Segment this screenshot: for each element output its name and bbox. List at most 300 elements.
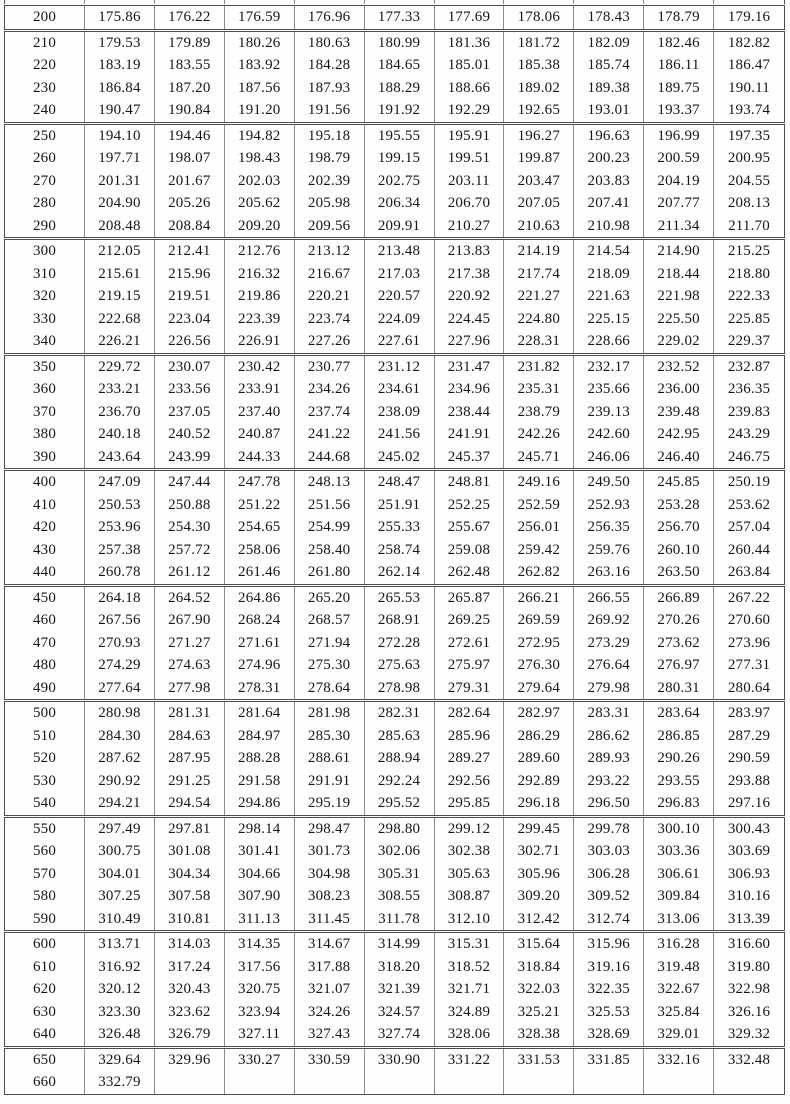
resistance-cell — [155, 1071, 225, 1094]
resistance-cell: 282.97 — [504, 702, 574, 725]
temperature-cell: 560 — [5, 840, 85, 863]
resistance-cell: 239.83 — [727, 403, 771, 420]
resistance-cell: 302.06 — [365, 840, 435, 863]
resistance-cell: 295.19 — [295, 792, 365, 815]
temperature-cell: 360 — [5, 378, 85, 401]
resistance-cell: 266.89 — [644, 587, 714, 610]
resistance-cell: 257.72 — [155, 539, 225, 562]
temperature-cell: 370 — [5, 401, 85, 424]
resistance-cell: 295.52 — [365, 792, 435, 815]
resistance-cell: 212.05 — [85, 240, 155, 263]
resistance-cell: 263.84 — [727, 564, 771, 580]
resistance-cell: 225.85 — [727, 310, 771, 327]
resistance-cell: 209.56 — [295, 215, 365, 238]
temperature-cell: 390 — [5, 446, 85, 469]
resistance-cell: 276.30 — [504, 654, 574, 677]
resistance-cell: 230.77 — [295, 356, 365, 379]
resistance-cell: 261.12 — [155, 561, 225, 584]
resistance-cell: 294.86 — [225, 792, 295, 815]
resistance-cell: 232.17 — [574, 356, 644, 379]
table-row — [5, 654, 784, 677]
resistance-cell: 220.21 — [295, 285, 365, 308]
resistance-cell: 264.52 — [155, 587, 225, 610]
resistance-cell: 317.88 — [295, 956, 365, 979]
temperature-cell: 660 — [5, 1071, 85, 1094]
resistance-cell: 247.09 — [85, 471, 155, 494]
resistance-cell: 205.98 — [295, 192, 365, 215]
table-row — [5, 885, 784, 908]
resistance-cell: 316.28 — [644, 933, 714, 956]
cut-off-cell — [155, 0, 225, 4]
temperature-cell: 590 — [5, 908, 85, 931]
resistance-cell: 181.36 — [435, 32, 505, 55]
resistance-cell: 322.67 — [644, 978, 714, 1001]
resistance-cell: 282.31 — [365, 702, 435, 725]
resistance-cell: 289.93 — [574, 747, 644, 770]
resistance-cell: 263.16 — [574, 561, 644, 584]
table-group — [4, 5, 785, 30]
resistance-cell: 193.37 — [644, 99, 714, 122]
resistance-cell: 272.95 — [504, 632, 574, 655]
table-row — [5, 677, 784, 700]
resistance-cell: 270.93 — [85, 632, 155, 655]
table-row — [5, 263, 784, 286]
resistance-cell: 215.25 — [727, 243, 771, 259]
table-group — [4, 586, 785, 701]
resistance-cell: 180.26 — [225, 32, 295, 55]
resistance-cell: 177.69 — [435, 6, 505, 29]
table-row — [5, 330, 784, 353]
resistance-cell: 332.79 — [85, 1071, 155, 1094]
resistance-cell: 243.29 — [727, 426, 771, 442]
resistance-cell: 324.57 — [365, 1001, 435, 1024]
resistance-cell: 277.31 — [727, 657, 771, 673]
cut-off-row-remnant — [4, 0, 785, 4]
cut-off-cell — [714, 0, 784, 4]
resistance-cell: 223.39 — [225, 308, 295, 331]
resistance-cell: 224.45 — [435, 308, 505, 331]
resistance-cell: 287.95 — [155, 747, 225, 770]
temperature-cell: 200 — [5, 6, 85, 29]
resistance-cell: 206.34 — [365, 192, 435, 215]
resistance-cell: 286.29 — [504, 725, 574, 748]
resistance-cell: 242.60 — [574, 423, 644, 446]
resistance-cell: 219.51 — [155, 285, 225, 308]
resistance-cell: 220.92 — [435, 285, 505, 308]
resistance-cell: 266.55 — [574, 587, 644, 610]
resistance-cell: 203.47 — [504, 170, 574, 193]
resistance-cell: 279.98 — [574, 677, 644, 700]
resistance-cell: 208.84 — [155, 215, 225, 238]
resistance-cell: 225.15 — [574, 308, 644, 331]
table-row — [5, 494, 784, 517]
temperature-cell: 250 — [5, 125, 85, 148]
resistance-cell: 222.68 — [85, 308, 155, 331]
resistance-cell: 183.92 — [225, 54, 295, 77]
resistance-cell: 320.12 — [85, 978, 155, 1001]
resistance-cell: 326.48 — [85, 1023, 155, 1046]
resistance-cell: 186.47 — [727, 57, 771, 73]
resistance-cell: 297.81 — [155, 818, 225, 841]
resistance-cell: 185.38 — [504, 54, 574, 77]
resistance-cell: 182.82 — [727, 34, 771, 51]
resistance-cell: 264.86 — [225, 587, 295, 610]
table-row — [5, 792, 784, 815]
resistance-cell: 281.98 — [295, 702, 365, 725]
resistance-cell: 288.61 — [295, 747, 365, 770]
resistance-cell: 304.98 — [295, 863, 365, 886]
temperature-cell: 550 — [5, 818, 85, 841]
resistance-cell: 213.12 — [295, 240, 365, 263]
temperature-cell: 620 — [5, 978, 85, 1001]
resistance-cell: 280.98 — [85, 702, 155, 725]
resistance-cell: 257.38 — [85, 539, 155, 562]
resistance-cell: 301.41 — [225, 840, 295, 863]
resistance-cell: 283.64 — [644, 702, 714, 725]
resistance-cell: 274.63 — [155, 654, 225, 677]
temperature-cell: 400 — [5, 471, 85, 494]
resistance-cell: 289.27 — [435, 747, 505, 770]
resistance-cell: 251.91 — [365, 494, 435, 517]
resistance-cell: 306.28 — [574, 863, 644, 886]
resistance-cell: 248.13 — [295, 471, 365, 494]
resistance-cell: 193.74 — [727, 102, 771, 118]
resistance-cell: 194.10 — [85, 125, 155, 148]
resistance-cell: 291.58 — [225, 770, 295, 793]
resistance-cell: 298.14 — [225, 818, 295, 841]
resistance-cell: 238.09 — [365, 401, 435, 424]
resistance-cell: 236.35 — [727, 381, 771, 397]
resistance-cell: 284.63 — [155, 725, 225, 748]
resistance-cell: 202.75 — [365, 170, 435, 193]
resistance-cell: 275.30 — [295, 654, 365, 677]
resistance-cell: 316.92 — [85, 956, 155, 979]
resistance-cell: 224.80 — [504, 308, 574, 331]
resistance-cell: 217.38 — [435, 263, 505, 286]
resistance-cell: 295.85 — [435, 792, 505, 815]
resistance-cell: 292.24 — [365, 770, 435, 793]
cut-off-cell — [574, 0, 644, 4]
resistance-cell: 287.62 — [85, 747, 155, 770]
resistance-cell: 183.19 — [85, 54, 155, 77]
temperature-cell: 220 — [5, 54, 85, 77]
resistance-cell: 197.35 — [727, 127, 771, 144]
resistance-cell — [574, 1071, 644, 1094]
resistance-cell: 235.66 — [574, 378, 644, 401]
resistance-cell: 332.48 — [727, 1051, 771, 1068]
resistance-cell: 210.27 — [435, 215, 505, 238]
resistance-cell: 217.74 — [504, 263, 574, 286]
resistance-cell: 252.93 — [574, 494, 644, 517]
temperature-cell: 420 — [5, 516, 85, 539]
table-row — [5, 240, 784, 263]
resistance-cell: 308.55 — [365, 885, 435, 908]
resistance-cell: 253.96 — [85, 516, 155, 539]
resistance-cell: 260.44 — [727, 541, 771, 558]
resistance-cell: 241.22 — [295, 423, 365, 446]
temperature-cell: 270 — [5, 170, 85, 193]
table-row — [5, 125, 784, 148]
resistance-table — [4, 5, 785, 1095]
resistance-cell: 307.90 — [225, 885, 295, 908]
resistance-cell: 175.86 — [85, 6, 155, 29]
resistance-cell: 305.96 — [504, 863, 574, 886]
resistance-cell: 304.34 — [155, 863, 225, 886]
resistance-cell: 271.27 — [155, 632, 225, 655]
resistance-cell: 216.67 — [295, 263, 365, 286]
temperature-cell: 630 — [5, 1001, 85, 1024]
resistance-cell: 310.16 — [727, 888, 771, 904]
table-group — [4, 124, 785, 239]
resistance-cell: 177.33 — [365, 6, 435, 29]
resistance-cell: 280.64 — [727, 679, 771, 696]
resistance-cell: 229.37 — [727, 333, 771, 349]
resistance-cell: 275.97 — [435, 654, 505, 677]
resistance-cell: 228.66 — [574, 330, 644, 353]
resistance-cell: 231.82 — [504, 356, 574, 379]
resistance-cell: 260.78 — [85, 561, 155, 584]
resistance-cell: 226.56 — [155, 330, 225, 353]
resistance-cell: 204.19 — [644, 170, 714, 193]
temperature-cell: 600 — [5, 933, 85, 956]
temperature-cell: 300 — [5, 240, 85, 263]
resistance-cell: 305.63 — [435, 863, 505, 886]
resistance-cell: 191.92 — [365, 99, 435, 122]
resistance-cell: 213.48 — [365, 240, 435, 263]
resistance-cell: 320.75 — [225, 978, 295, 1001]
table-row — [5, 147, 784, 170]
resistance-cell: 309.84 — [644, 885, 714, 908]
resistance-cell: 327.11 — [225, 1023, 295, 1046]
resistance-cell: 331.53 — [504, 1049, 574, 1072]
resistance-cell: 196.63 — [574, 125, 644, 148]
resistance-cell: 258.40 — [295, 539, 365, 562]
resistance-cell: 179.53 — [85, 32, 155, 55]
temperature-cell: 310 — [5, 263, 85, 286]
table-row — [5, 356, 784, 379]
resistance-cell — [644, 1071, 714, 1094]
resistance-cell: 186.11 — [644, 54, 714, 77]
resistance-cell: 322.35 — [574, 978, 644, 1001]
temperature-cell: 430 — [5, 539, 85, 562]
resistance-cell: 329.64 — [85, 1049, 155, 1072]
resistance-cell: 197.71 — [85, 147, 155, 170]
resistance-cell: 311.13 — [225, 908, 295, 931]
resistance-cell: 185.01 — [435, 54, 505, 77]
resistance-cell: 303.03 — [574, 840, 644, 863]
resistance-cell: 269.25 — [435, 609, 505, 632]
temperature-cell: 580 — [5, 885, 85, 908]
resistance-cell: 180.99 — [365, 32, 435, 55]
table-row — [5, 908, 784, 931]
resistance-cell: 201.31 — [85, 170, 155, 193]
resistance-cell: 179.16 — [727, 9, 771, 25]
cut-off-cell — [85, 0, 155, 4]
resistance-cell: 279.31 — [435, 677, 505, 700]
resistance-cell: 283.31 — [574, 702, 644, 725]
resistance-cell: 214.90 — [644, 240, 714, 263]
table-row — [5, 378, 784, 401]
resistance-cell: 311.78 — [365, 908, 435, 931]
table-row — [5, 32, 784, 55]
resistance-cell: 293.55 — [644, 770, 714, 793]
resistance-cell: 180.63 — [295, 32, 365, 55]
resistance-cell: 252.59 — [504, 494, 574, 517]
resistance-cell: 307.25 — [85, 885, 155, 908]
resistance-cell: 233.21 — [85, 378, 155, 401]
resistance-cell: 253.62 — [727, 496, 771, 513]
table-row — [5, 840, 784, 863]
resistance-cell: 247.78 — [225, 471, 295, 494]
cut-off-cell — [365, 0, 435, 4]
resistance-cell: 327.74 — [365, 1023, 435, 1046]
temperature-cell: 460 — [5, 609, 85, 632]
cut-off-cell — [5, 0, 85, 4]
resistance-cell: 189.02 — [504, 77, 574, 100]
resistance-cell: 201.67 — [155, 170, 225, 193]
resistance-cell: 224.09 — [365, 308, 435, 331]
resistance-cell: 191.56 — [295, 99, 365, 122]
resistance-cell: 322.03 — [504, 978, 574, 1001]
resistance-cell: 234.61 — [365, 378, 435, 401]
table-group — [4, 470, 785, 585]
resistance-cell: 203.11 — [435, 170, 505, 193]
resistance-cell: 301.08 — [155, 840, 225, 863]
resistance-cell: 227.61 — [365, 330, 435, 353]
resistance-cell: 248.81 — [435, 471, 505, 494]
resistance-cell: 226.91 — [225, 330, 295, 353]
resistance-cell: 193.01 — [574, 99, 644, 122]
resistance-cell: 319.48 — [644, 956, 714, 979]
resistance-cell: 231.47 — [435, 356, 505, 379]
resistance-cell: 326.16 — [727, 1003, 771, 1020]
resistance-cell: 317.56 — [225, 956, 295, 979]
resistance-cell: 258.06 — [225, 539, 295, 562]
resistance-cell: 232.52 — [644, 356, 714, 379]
resistance-cell: 315.64 — [504, 933, 574, 956]
resistance-cell: 255.33 — [365, 516, 435, 539]
resistance-cell: 198.43 — [225, 147, 295, 170]
resistance-cell: 208.13 — [727, 195, 771, 211]
temperature-cell: 240 — [5, 99, 85, 122]
resistance-cell: 228.31 — [504, 330, 574, 353]
resistance-cell: 273.96 — [727, 634, 771, 651]
table-row — [5, 702, 784, 725]
resistance-cell: 276.64 — [574, 654, 644, 677]
resistance-cell: 218.44 — [644, 263, 714, 286]
resistance-cell: 249.16 — [504, 471, 574, 494]
temperature-cell: 440 — [5, 561, 85, 584]
resistance-cell: 212.76 — [225, 240, 295, 263]
resistance-cell: 317.24 — [155, 956, 225, 979]
resistance-cell: 318.52 — [435, 956, 505, 979]
resistance-cell: 200.59 — [644, 147, 714, 170]
resistance-cell: 204.55 — [727, 172, 771, 189]
resistance-cell: 194.46 — [155, 125, 225, 148]
resistance-cell: 299.78 — [574, 818, 644, 841]
resistance-cell: 320.43 — [155, 978, 225, 1001]
resistance-cell — [365, 1071, 435, 1094]
resistance-cell: 314.99 — [365, 933, 435, 956]
temperature-cell: 290 — [5, 215, 85, 238]
resistance-cell: 221.98 — [644, 285, 714, 308]
resistance-cell: 329.96 — [155, 1049, 225, 1072]
resistance-cell: 271.61 — [225, 632, 295, 655]
resistance-cell: 196.99 — [644, 125, 714, 148]
resistance-cell: 263.50 — [644, 561, 714, 584]
resistance-cell: 275.63 — [365, 654, 435, 677]
resistance-cell: 293.22 — [574, 770, 644, 793]
resistance-cell: 187.93 — [295, 77, 365, 100]
resistance-cell: 253.28 — [644, 494, 714, 517]
resistance-cell: 269.92 — [574, 609, 644, 632]
resistance-cell: 188.66 — [435, 77, 505, 100]
resistance-cell: 246.75 — [727, 448, 771, 465]
resistance-cell: 231.12 — [365, 356, 435, 379]
resistance-cell: 288.94 — [365, 747, 435, 770]
resistance-cell: 274.96 — [225, 654, 295, 677]
resistance-cell: 211.34 — [644, 215, 714, 238]
resistance-cell: 322.98 — [727, 981, 771, 997]
resistance-cell: 319.16 — [574, 956, 644, 979]
resistance-cell: 248.47 — [365, 471, 435, 494]
resistance-cell: 210.98 — [574, 215, 644, 238]
resistance-cell: 232.87 — [727, 358, 771, 375]
resistance-cell: 218.80 — [727, 265, 771, 282]
resistance-cell: 200.23 — [574, 147, 644, 170]
resistance-cell: 178.06 — [504, 6, 574, 29]
temperature-cell: 330 — [5, 308, 85, 331]
resistance-cell: 214.19 — [504, 240, 574, 263]
resistance-cell: 268.57 — [295, 609, 365, 632]
resistance-cell: 278.98 — [365, 677, 435, 700]
resistance-cell: 312.74 — [574, 908, 644, 931]
resistance-cell: 240.52 — [155, 423, 225, 446]
resistance-cell: 325.21 — [504, 1001, 574, 1024]
resistance-cell: 190.47 — [85, 99, 155, 122]
resistance-cell: 242.26 — [504, 423, 574, 446]
resistance-cell: 255.67 — [435, 516, 505, 539]
resistance-cell: 245.71 — [504, 446, 574, 469]
resistance-cell: 315.31 — [435, 933, 505, 956]
resistance-cell: 289.60 — [504, 747, 574, 770]
resistance-cell: 272.28 — [365, 632, 435, 655]
resistance-cell: 330.59 — [295, 1049, 365, 1072]
resistance-cell: 325.53 — [574, 1001, 644, 1024]
resistance-cell: 311.45 — [295, 908, 365, 931]
resistance-cell: 299.12 — [435, 818, 505, 841]
resistance-cell: 204.90 — [85, 192, 155, 215]
resistance-cell: 223.04 — [155, 308, 225, 331]
resistance-cell: 257.04 — [727, 519, 771, 535]
resistance-cell: 323.30 — [85, 1001, 155, 1024]
resistance-cell: 262.48 — [435, 561, 505, 584]
table-group — [4, 817, 785, 932]
resistance-cell: 195.55 — [365, 125, 435, 148]
resistance-cell: 259.76 — [574, 539, 644, 562]
resistance-cell: 293.88 — [727, 772, 771, 789]
resistance-cell: 313.39 — [727, 910, 771, 927]
resistance-cell: 256.70 — [644, 516, 714, 539]
resistance-cell: 234.96 — [435, 378, 505, 401]
resistance-cell: 316.60 — [727, 936, 771, 952]
resistance-cell: 312.10 — [435, 908, 505, 931]
table-row — [5, 956, 784, 979]
resistance-cell: 314.35 — [225, 933, 295, 956]
resistance-cell: 237.40 — [225, 401, 295, 424]
resistance-cell: 303.36 — [644, 840, 714, 863]
resistance-cell: 215.61 — [85, 263, 155, 286]
